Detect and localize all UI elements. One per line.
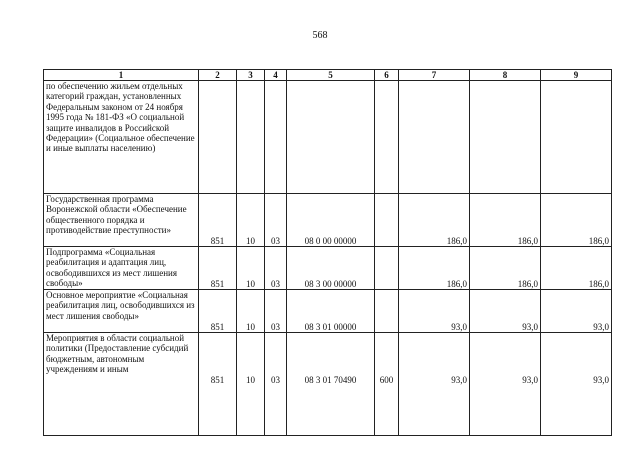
column-header: 7	[399, 70, 470, 81]
cell-amount-3: 93,0	[541, 333, 612, 436]
cell-amount-3: 186,0	[541, 194, 612, 247]
cell-amount-1: 93,0	[399, 333, 470, 436]
cell-amount-2: 186,0	[470, 194, 541, 247]
cell-expense-type	[375, 290, 399, 333]
row-name: Основное мероприятие «Социальная реабилитация лиц, освободившихся из мест лишения свободы»	[44, 290, 199, 333]
row-name: Мероприятия в области социальной политики (Предоставление субсидий бюджетным, автономным учреждениям и иным	[44, 333, 199, 436]
column-header: 2	[199, 70, 237, 81]
table-row	[44, 247, 612, 290]
cell-amount-1: 186,0	[399, 194, 470, 247]
table-row	[44, 333, 612, 436]
page-number: 568	[312, 30, 328, 41]
cell-subsection: 03	[265, 333, 287, 436]
cell-subsection: 03	[265, 247, 287, 290]
cell-ministry: 851	[199, 247, 237, 290]
column-header: 9	[541, 70, 612, 81]
cell-target-code: 08 3 01 70490	[287, 333, 375, 436]
cell-amount-2	[470, 81, 541, 194]
row-name: Подпрограмма «Социальная реабилитация и адаптация лиц, освободившихся из мест лишения свободы»	[44, 247, 199, 290]
cell-subsection: 03	[265, 290, 287, 333]
cell-ministry: 851	[199, 290, 237, 333]
table-row	[44, 290, 612, 333]
cell-amount-2: 186,0	[470, 247, 541, 290]
cell-target-code: 08 3 00 00000	[287, 247, 375, 290]
cell-expense-type	[375, 194, 399, 247]
table-row	[44, 81, 612, 194]
column-header: 6	[375, 70, 399, 81]
cell-section	[237, 81, 265, 194]
cell-amount-2: 93,0	[470, 290, 541, 333]
cell-amount-2: 93,0	[470, 333, 541, 436]
header-row	[44, 70, 612, 81]
column-header: 4	[265, 70, 287, 81]
cell-amount-3: 93,0	[541, 290, 612, 333]
cell-amount-1: 186,0	[399, 247, 470, 290]
cell-ministry	[199, 81, 237, 194]
cell-subsection	[265, 81, 287, 194]
column-header: 8	[470, 70, 541, 81]
row-name: Государственная программа Воронежской области «Обеспечение общественного порядка и противодействие преступности»	[44, 194, 199, 247]
cell-section: 10	[237, 333, 265, 436]
cell-amount-3	[541, 81, 612, 194]
cell-expense-type	[375, 247, 399, 290]
cell-amount-1	[399, 81, 470, 194]
budget-table	[43, 69, 612, 436]
cell-expense-type	[375, 81, 399, 194]
cell-amount-3: 186,0	[541, 247, 612, 290]
cell-target-code: 08 0 00 00000	[287, 194, 375, 247]
cell-target-code	[287, 81, 375, 194]
column-header: 1	[44, 70, 199, 81]
cell-amount-1: 93,0	[399, 290, 470, 333]
cell-target-code: 08 3 01 00000	[287, 290, 375, 333]
cell-section: 10	[237, 290, 265, 333]
column-header: 5	[287, 70, 375, 81]
cell-section: 10	[237, 194, 265, 247]
cell-expense-type: 600	[375, 333, 399, 436]
cell-subsection: 03	[265, 194, 287, 247]
table-row	[44, 194, 612, 247]
cell-ministry: 851	[199, 194, 237, 247]
column-header: 3	[237, 70, 265, 81]
cell-ministry: 851	[199, 333, 237, 436]
cell-section: 10	[237, 247, 265, 290]
row-name: по обеспечению жильем отдельных категорий граждан, установленных Федеральным законом от 24 ноября 1995 года № 181-ФЗ «О социальной защите инвалидов в Российской Федерации» (Социальное обеспечение и иные выплаты населению)	[44, 81, 199, 194]
